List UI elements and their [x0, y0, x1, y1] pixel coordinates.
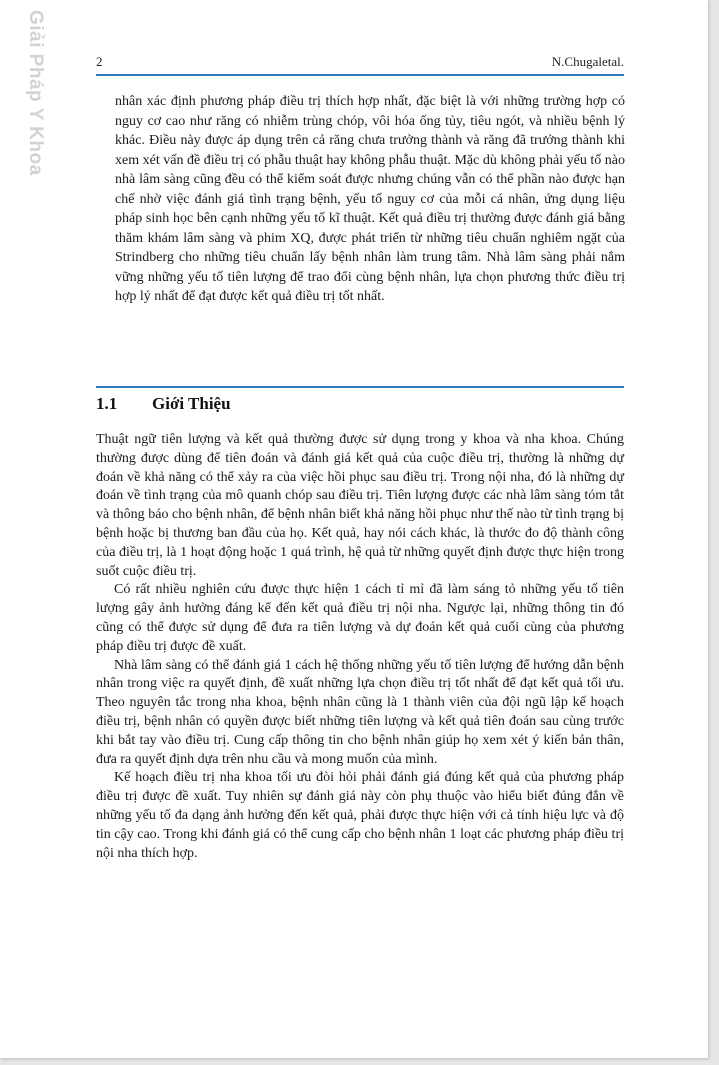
section-body	[96, 431, 624, 863]
body-paragraph-2: Có rất nhiều nghiên cứu được thực hiện 1 cách tỉ mỉ đã làm sáng tỏ những yếu tố tiên lượng gây ảnh hưởng đáng kể đến kết quả điều trị nội nha. Ngược lại, những thông tin đó cũng có thể được sử dụng để đưa ra tiên lượng và dự đoán kết quả cuối cùng của phương pháp điều trị được đề xuất.	[96, 582, 624, 654]
section-heading	[96, 394, 624, 418]
intro-paragraph: nhân xác định phương pháp điều trị thích hợp nhất, đặc biệt là với những trường hợp có nguy cơ cao như răng có nhiễm trùng chóp, vôi hóa ống tủy, tiêu ngót, và nhiều bệnh lý khác. Điều này được áp dụng trên cả răng chưa trưởng thành và răng đã trưởng thành khi xem xét vấn đề điều trị có phẫu thuật hay không phẫu thuật. Mặc dù không phải yếu tố nào nhà lâm sàng cũng đều có thể kiểm soát được nhưng chúng vẫn có thể phần nào được hạn chế nhờ việc đánh giá tình trạng bệnh, yếu tố nguy cơ của mỗi cá nhân, ứng dụng liệu pháp sinh học bên cạnh những yếu tố kĩ thuật. Kết quả điều trị thường được đánh giá bằng thăm khám lâm sàng và phim XQ, được phát triển từ những tiêu chuẩn nghiêm ngặt của Strindberg cho những tiêu chuẩn lấy bệnh nhân làm trung tâm. Nhà lâm sàng phải nắm vững những yếu tố tiên lượng để trao đổi cùng bệnh nhân, lựa chọn phương thức điều trị hợp lý nhất để đạt được kết quả điều trị tốt nhất.	[115, 94, 625, 304]
body-paragraph-1: Thuật ngữ tiên lượng và kết quả thường được sử dụng trong y khoa và nha khoa. Chúng thường được dùng để tiên đoán và đánh giá kết quả của cuộc điều trị, thường là những dự đoán về khả năng có thể xảy ra của việc hồi phục sau điều trị. Trong nội nha, đó là những dự đoán về tình trạng của mô quanh chóp sau điều trị. Tiên lượng được các nhà lâm sàng tóm tắt và thông báo cho bệnh nhân, để bệnh nhân biết khả năng hồi phục như thế nào từ tình trạng bị bệnh hoặc bị thương ban đầu của họ. Kết quả, hay nói cách khác, là thước đo độ thành công của điều trị, là 1 hoạt động hoặc 1 quá trình, hệ quả từ những quyết định được thực hiện trong suốt cuộc điều trị.	[96, 432, 624, 579]
section-rule	[96, 386, 624, 388]
section-number: 1.1	[96, 394, 118, 413]
watermark: Giải Pháp Y Khoa	[25, 10, 46, 176]
running-author: N.Chugaletal.	[551, 54, 624, 69]
section-title: Giới Thiệu	[152, 394, 231, 413]
page-header	[96, 54, 624, 74]
header-rule	[96, 74, 624, 76]
page-number: 2	[96, 54, 103, 69]
body-paragraph-4: Kế hoạch điều trị nha khoa tối ưu đòi hỏi phải đánh giá đúng kết quả của phương pháp điều trị được đề xuất. Tuy nhiên sự đánh giá này còn phụ thuộc vào hiểu biết đúng đắn về những yếu tố đa dạng ảnh hưởng đến kết quả, phải được thực hiện với cả tính hiệu lực và độ tin cậy cao. Trong khi đánh giá có thể cung cấp cho bệnh nhân 1 loạt các phương pháp điều trị nội nha thích hợp.	[96, 770, 624, 861]
body-paragraph-3: Nhà lâm sàng có thể đánh giá 1 cách hệ thống những yếu tố tiên lượng để hướng dẫn bệnh nhân trong việc ra quyết định, đề xuất những lựa chọn điều trị tốt nhất để đạt kết quả tối ưu. Theo nguyên tắc trong nha khoa, bệnh nhân cũng là 1 thành viên của đội ngũ lập kế hoạch điều trị, bệnh nhân có quyền được biết những tiên lượng và kết quả tiên đoán sau cùng trước khi bắt tay vào điều trị. Cung cấp thông tin cho bệnh nhân giúp họ xem xét ý kiến bản thân, đưa ra quyết định dựa trên nhu cầu và mong muốn của mình.	[96, 657, 624, 767]
